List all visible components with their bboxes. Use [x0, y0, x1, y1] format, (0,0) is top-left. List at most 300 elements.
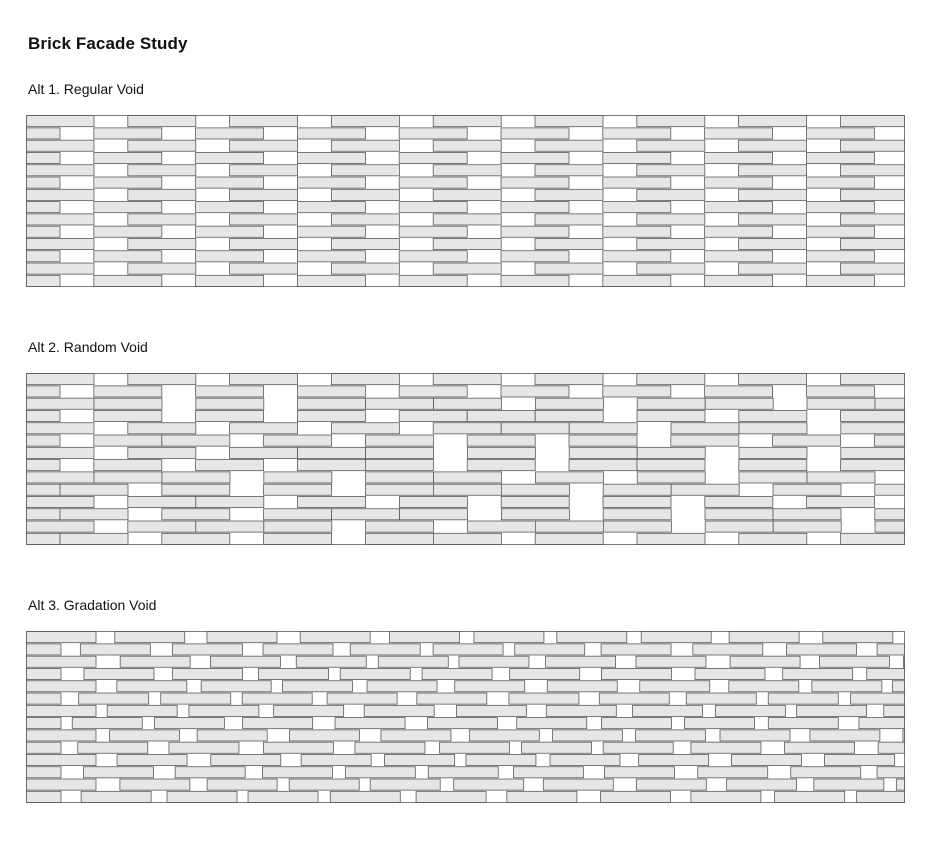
- brick: [875, 509, 905, 520]
- brick: [636, 656, 706, 667]
- facade-alt-3-gradation-void: [26, 631, 905, 803]
- brick: [196, 226, 264, 237]
- brick: [841, 423, 905, 434]
- brick: [331, 263, 399, 274]
- alt-1-label: Alt 1. Regular Void: [28, 81, 144, 97]
- brick: [851, 693, 905, 704]
- brick: [154, 718, 224, 729]
- brick: [739, 447, 807, 458]
- brick: [79, 693, 149, 704]
- brick: [94, 460, 162, 471]
- brick: [331, 116, 399, 127]
- brick: [162, 484, 230, 495]
- brick: [433, 140, 501, 151]
- brick: [535, 410, 603, 421]
- brick: [543, 779, 613, 790]
- brick: [903, 656, 904, 667]
- brick: [783, 668, 853, 679]
- brick: [173, 668, 243, 679]
- brick: [433, 116, 501, 127]
- brick: [739, 116, 807, 127]
- brick: [94, 152, 162, 163]
- brick: [210, 656, 280, 667]
- brick: [604, 767, 674, 778]
- brick: [474, 632, 544, 643]
- brick: [433, 644, 503, 655]
- brick: [94, 177, 162, 188]
- brick: [107, 705, 177, 716]
- brick: [128, 214, 196, 225]
- brick: [603, 386, 671, 397]
- brick: [27, 779, 97, 790]
- brick: [840, 189, 904, 200]
- brick: [282, 681, 352, 692]
- brick: [535, 521, 603, 532]
- brick: [196, 496, 264, 507]
- brick: [27, 263, 95, 274]
- brick: [297, 386, 365, 397]
- brick: [298, 398, 366, 409]
- brick: [364, 705, 434, 716]
- brick: [27, 116, 95, 127]
- brick: [94, 226, 162, 237]
- brick: [705, 177, 773, 188]
- brick: [422, 668, 492, 679]
- brick: [603, 128, 671, 139]
- brick: [698, 767, 768, 778]
- brick: [27, 509, 61, 520]
- brick: [773, 435, 841, 446]
- brick: [230, 447, 298, 458]
- brick: [117, 681, 187, 692]
- brick: [27, 730, 97, 741]
- brick: [705, 251, 773, 262]
- brick: [467, 447, 535, 458]
- brick: [365, 484, 433, 495]
- brick: [791, 767, 861, 778]
- brick: [263, 644, 333, 655]
- brick: [27, 656, 97, 667]
- brick: [264, 435, 332, 446]
- brick: [806, 128, 874, 139]
- brick: [27, 374, 95, 385]
- brick: [196, 177, 264, 188]
- brick: [264, 509, 332, 520]
- brick: [812, 681, 882, 692]
- brick: [115, 632, 185, 643]
- brick: [230, 374, 298, 385]
- brick: [262, 767, 332, 778]
- brick: [128, 116, 196, 127]
- brick: [331, 423, 399, 434]
- brick: [230, 263, 298, 274]
- brick: [513, 767, 583, 778]
- brick: [892, 681, 904, 692]
- brick: [878, 742, 904, 753]
- brick: [739, 263, 807, 274]
- brick: [27, 128, 61, 139]
- brick: [83, 767, 153, 778]
- brick: [739, 214, 807, 225]
- brick: [739, 472, 807, 483]
- brick: [162, 509, 230, 520]
- brick: [456, 705, 526, 716]
- brick: [739, 189, 807, 200]
- brick: [298, 496, 366, 507]
- brick: [366, 447, 434, 458]
- brick: [807, 472, 875, 483]
- brick: [807, 496, 875, 507]
- brick: [27, 189, 95, 200]
- brick: [128, 165, 196, 176]
- brick: [378, 656, 448, 667]
- brick: [695, 668, 765, 679]
- brick: [840, 238, 904, 249]
- brick: [535, 238, 603, 249]
- brick: [636, 779, 706, 790]
- brick: [196, 460, 264, 471]
- brick: [867, 668, 905, 679]
- brick: [80, 644, 150, 655]
- brick: [501, 202, 569, 213]
- brick: [840, 116, 904, 127]
- brick: [366, 521, 434, 532]
- brick: [637, 214, 705, 225]
- brick: [128, 521, 196, 532]
- brick: [81, 791, 151, 802]
- brick: [263, 742, 333, 753]
- brick: [27, 177, 61, 188]
- brick: [705, 202, 773, 213]
- brick: [196, 521, 264, 532]
- brick: [128, 189, 196, 200]
- brick: [603, 177, 671, 188]
- brick: [94, 128, 162, 139]
- brick: [507, 791, 577, 802]
- brick: [841, 533, 905, 544]
- brick: [603, 152, 671, 163]
- brick: [297, 128, 365, 139]
- brick: [27, 521, 95, 532]
- brick: [739, 140, 807, 151]
- brick: [298, 447, 366, 458]
- brick: [705, 275, 773, 286]
- brick: [535, 472, 603, 483]
- brick: [27, 238, 95, 249]
- brick: [806, 152, 874, 163]
- brick: [705, 509, 773, 520]
- brick: [535, 398, 603, 409]
- brick: [27, 632, 97, 643]
- brick: [381, 730, 451, 741]
- brick: [840, 374, 904, 385]
- brick: [230, 423, 298, 434]
- brick: [211, 754, 281, 765]
- brick: [773, 484, 841, 495]
- brick: [189, 705, 259, 716]
- alt-3-label: Alt 3. Gradation Void: [28, 597, 157, 613]
- brick: [296, 656, 366, 667]
- brick: [162, 533, 230, 544]
- brick: [501, 275, 569, 286]
- brick: [768, 693, 838, 704]
- brick: [355, 742, 425, 753]
- brick: [27, 226, 61, 237]
- brick: [331, 374, 399, 385]
- brick: [550, 754, 620, 765]
- brick: [128, 238, 196, 249]
- brick: [27, 681, 97, 692]
- brick: [455, 681, 525, 692]
- brick: [434, 472, 502, 483]
- brick: [841, 447, 905, 458]
- brick: [27, 423, 95, 434]
- brick: [94, 435, 162, 446]
- brick: [599, 693, 669, 704]
- brick: [264, 521, 332, 532]
- brick: [875, 521, 905, 532]
- brick: [603, 496, 671, 507]
- brick: [27, 152, 61, 163]
- brick: [230, 214, 298, 225]
- brick: [60, 484, 128, 495]
- brick: [903, 730, 905, 741]
- brick: [720, 730, 790, 741]
- brick: [330, 791, 400, 802]
- brick: [896, 779, 904, 790]
- brick: [370, 779, 440, 790]
- brick: [196, 128, 264, 139]
- brick: [390, 632, 460, 643]
- brick: [399, 202, 467, 213]
- brick: [128, 140, 196, 151]
- brick: [637, 263, 705, 274]
- brick: [27, 165, 95, 176]
- brick: [705, 128, 773, 139]
- brick: [639, 754, 709, 765]
- brick: [773, 521, 841, 532]
- brick: [601, 668, 671, 679]
- brick: [243, 718, 313, 729]
- brick: [128, 263, 196, 274]
- brick: [509, 693, 579, 704]
- brick: [169, 742, 239, 753]
- brick: [640, 681, 710, 692]
- brick: [399, 251, 467, 262]
- brick: [340, 668, 410, 679]
- brick: [345, 767, 415, 778]
- brick: [569, 447, 637, 458]
- brick: [501, 496, 569, 507]
- brick: [331, 238, 399, 249]
- brick: [366, 472, 434, 483]
- brick: [535, 189, 603, 200]
- brick: [840, 140, 904, 151]
- brick: [637, 165, 705, 176]
- brick: [94, 275, 162, 286]
- brick: [874, 435, 904, 446]
- brick: [569, 435, 637, 446]
- brick: [467, 521, 535, 532]
- brick: [569, 423, 637, 434]
- brick: [440, 742, 510, 753]
- brick: [806, 177, 874, 188]
- brick: [467, 435, 535, 446]
- brick: [128, 374, 196, 385]
- brick: [230, 140, 298, 151]
- brick: [27, 140, 95, 151]
- brick: [297, 251, 365, 262]
- brick: [459, 656, 529, 667]
- brick: [603, 509, 671, 520]
- brick: [399, 152, 467, 163]
- brick: [501, 226, 569, 237]
- brick: [84, 668, 154, 679]
- brick: [27, 705, 97, 716]
- brick: [331, 189, 399, 200]
- brick: [693, 644, 763, 655]
- brick: [603, 484, 671, 495]
- brick: [399, 275, 467, 286]
- brick: [786, 644, 856, 655]
- brick: [27, 668, 62, 679]
- brick: [110, 730, 180, 741]
- brick: [637, 398, 705, 409]
- brick: [367, 681, 437, 692]
- brick: [332, 509, 400, 520]
- brick: [715, 705, 785, 716]
- brick: [819, 656, 889, 667]
- brick: [546, 656, 616, 667]
- brick: [546, 705, 616, 716]
- brick: [27, 460, 61, 471]
- brick: [535, 374, 603, 385]
- brick: [427, 718, 497, 729]
- brick: [162, 435, 230, 446]
- brick: [297, 226, 365, 237]
- brick: [637, 533, 705, 544]
- brick: [469, 730, 539, 741]
- brick: [535, 533, 603, 544]
- brick: [552, 730, 622, 741]
- brick: [686, 693, 756, 704]
- brick: [823, 632, 893, 643]
- brick: [784, 742, 854, 753]
- brick: [705, 152, 773, 163]
- brick: [27, 533, 61, 544]
- brick: [289, 730, 359, 741]
- brick: [27, 767, 62, 778]
- brick: [603, 226, 671, 237]
- facade-alt-1-regular-void: [26, 115, 905, 287]
- brick: [366, 398, 434, 409]
- brick: [27, 214, 95, 225]
- brick: [27, 496, 95, 507]
- brick: [94, 251, 162, 262]
- brick: [27, 484, 61, 495]
- brick: [94, 398, 162, 409]
- brick: [466, 754, 536, 765]
- brick: [603, 275, 671, 286]
- brick: [705, 226, 773, 237]
- brick: [433, 165, 501, 176]
- brick: [739, 460, 807, 471]
- brick: [128, 496, 196, 507]
- brick: [840, 214, 904, 225]
- brick: [841, 460, 905, 471]
- brick: [691, 791, 761, 802]
- brick: [117, 754, 187, 765]
- brick: [259, 668, 329, 679]
- brick: [603, 742, 673, 753]
- brick: [877, 644, 904, 655]
- brick: [739, 238, 807, 249]
- brick: [297, 177, 365, 188]
- brick: [399, 226, 467, 237]
- brick: [691, 742, 761, 753]
- brick: [535, 116, 603, 127]
- brick: [727, 779, 797, 790]
- brick: [633, 705, 703, 716]
- brick: [175, 767, 245, 778]
- brick: [264, 472, 332, 483]
- brick: [167, 791, 237, 802]
- brick: [264, 484, 332, 495]
- brick: [501, 128, 569, 139]
- brick: [806, 275, 874, 286]
- brick: [517, 718, 587, 729]
- brick: [875, 484, 905, 495]
- brick: [94, 472, 162, 483]
- brick: [331, 214, 399, 225]
- brick: [201, 681, 271, 692]
- brick: [501, 152, 569, 163]
- brick: [196, 251, 264, 262]
- brick: [875, 398, 905, 409]
- brick: [705, 521, 773, 532]
- brick: [569, 460, 637, 471]
- brick: [172, 644, 242, 655]
- brick: [27, 754, 97, 765]
- brick: [197, 730, 267, 741]
- brick: [705, 398, 773, 409]
- brick: [557, 632, 627, 643]
- brick: [72, 718, 142, 729]
- brick: [230, 238, 298, 249]
- brick: [385, 754, 455, 765]
- brick: [399, 496, 467, 507]
- brick: [637, 472, 705, 483]
- brick: [230, 165, 298, 176]
- brick: [301, 754, 371, 765]
- brick: [162, 472, 230, 483]
- brick: [705, 386, 773, 397]
- brick: [433, 533, 501, 544]
- brick: [365, 435, 433, 446]
- brick: [433, 484, 501, 495]
- brick: [78, 742, 148, 753]
- brick: [27, 251, 61, 262]
- brick: [806, 226, 874, 237]
- brick: [671, 423, 739, 434]
- brick: [248, 791, 318, 802]
- brick: [857, 791, 905, 802]
- brick: [27, 742, 62, 753]
- brick: [196, 152, 264, 163]
- brick: [434, 398, 502, 409]
- brick: [810, 730, 880, 741]
- brick: [27, 202, 61, 213]
